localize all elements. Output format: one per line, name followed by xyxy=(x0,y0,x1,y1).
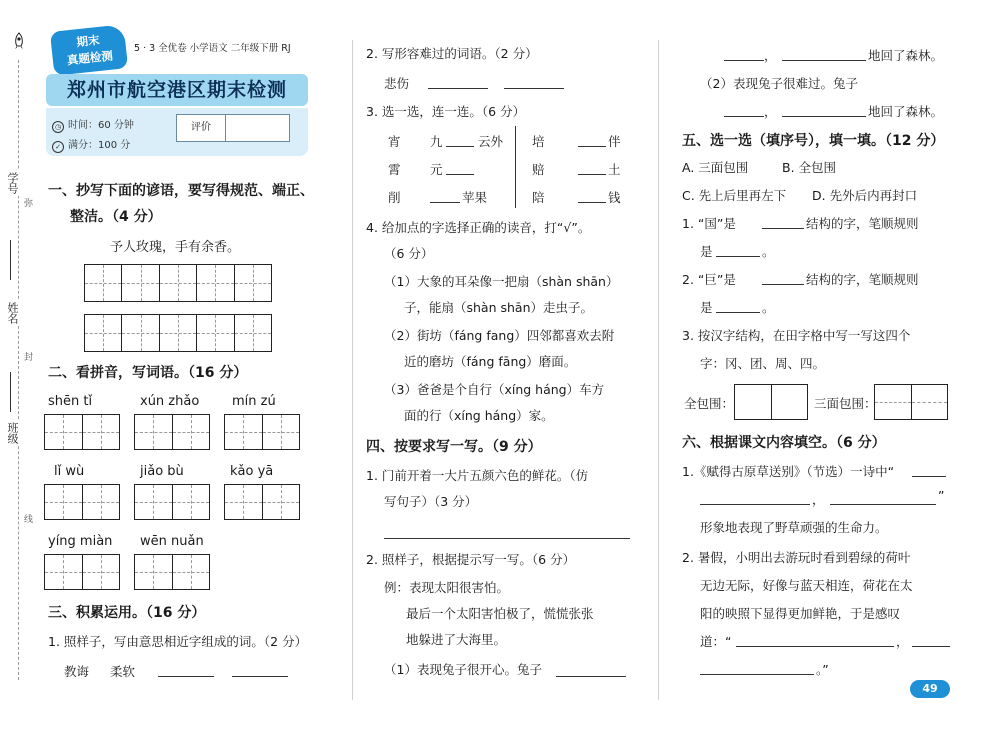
time-text: 时间：60 分钟 xyxy=(68,120,134,131)
reading-item[interactable]: 面的行（xíng háng）家。 xyxy=(404,408,554,423)
question-3-2: 2. 写形容难过的词语。（2 分） xyxy=(366,46,538,61)
match-divider xyxy=(515,126,516,208)
question-6-2-end: 道：“ xyxy=(700,634,732,649)
class-label: 班级 xyxy=(6,422,19,444)
seal-mark: 封 xyxy=(24,350,33,363)
question-5-1-cont: 结构的字，笔顺规则 xyxy=(806,216,919,231)
clock-icon: ◷ xyxy=(52,121,64,133)
section1-heading: 一、抄写下面的谚语，要写得规范、端正、 xyxy=(48,183,314,199)
question-4-1: 1. 门前开着一大片五颜六色的鲜花。（仿 xyxy=(366,468,589,483)
answer-line[interactable] xyxy=(430,202,460,203)
question-5-2: 2. “巨”是 xyxy=(682,272,736,287)
example-word: 悲伤 xyxy=(384,76,410,91)
pinyin-label: xún zhǎo xyxy=(140,394,200,409)
option-a: A. 三面包围 xyxy=(682,160,749,175)
question-3-3: 3. 选一选，连一连。（6 分） xyxy=(366,104,526,119)
exam-badge xyxy=(50,24,128,75)
answer-grid[interactable] xyxy=(224,484,300,520)
score-info xyxy=(52,136,130,153)
box-label-full: 全包围： xyxy=(684,396,735,411)
page-number: 49 xyxy=(910,680,950,698)
option-d: D. 先外后内再封口 xyxy=(812,188,918,203)
pinyin-label: lǐ wù xyxy=(54,464,85,479)
answer-grid[interactable] xyxy=(44,554,120,590)
question-5-3-cont: 字：冈、团、周、四。 xyxy=(700,356,826,371)
close-quote: ” xyxy=(938,488,945,503)
pinyin-label: mín zú xyxy=(232,394,276,409)
section1-heading-cont: 整洁。（4 分） xyxy=(70,209,162,225)
binding-margin xyxy=(0,0,38,741)
match-char: 培 xyxy=(532,134,545,149)
match-char: 九 xyxy=(430,134,443,149)
tianzi-grid[interactable] xyxy=(874,384,948,420)
writing-grid[interactable] xyxy=(84,314,272,352)
column-divider xyxy=(352,40,353,700)
example-sentence: 最后一个太阳害怕极了，慌慌张张 xyxy=(406,606,594,621)
answer-line[interactable] xyxy=(428,88,488,89)
question-3-1: 1. 照样子，写由意思相近字组成的词。（2 分） xyxy=(48,634,308,649)
question-5-1: 1. “国”是 xyxy=(682,216,736,231)
pinyin-label: shēn tǐ xyxy=(48,394,93,409)
question-score: （6 分） xyxy=(384,246,434,261)
reading-item[interactable]: 子，能扇（shàn shān）走虫子。 xyxy=(404,300,594,315)
answer-grid[interactable] xyxy=(44,484,120,520)
comma: ， xyxy=(764,104,777,119)
match-char: 削 xyxy=(388,190,401,205)
question-4-2: 2. 照样子，根据提示写一写。（6 分） xyxy=(366,552,576,567)
question-6-1: 1.《赋得古原草送别》（节选）一诗中“ xyxy=(682,464,895,479)
answer-line[interactable] xyxy=(446,174,474,175)
section5-heading: 五、选一选（填序号），填一填。（12 分） xyxy=(682,133,945,149)
answer-line[interactable] xyxy=(736,646,894,647)
match-char: 陪 xyxy=(532,190,545,205)
pinyin-label: yíng miàn xyxy=(48,534,113,549)
period: 。 xyxy=(762,300,775,315)
badge-line: 期末 xyxy=(75,32,101,50)
example-label: 例：表现太阳很害怕。 xyxy=(384,580,510,595)
header-banner xyxy=(46,26,308,156)
section6-heading: 六、根据课文内容填空。（6 分） xyxy=(682,435,886,451)
question-6-2-cont: 阳的映照下显得更加鲜艳，于是感叹 xyxy=(700,606,901,621)
answer-line[interactable] xyxy=(446,146,474,147)
answer-line[interactable] xyxy=(782,60,866,61)
question-5-2-cont: 结构的字，笔顺规则 xyxy=(806,272,919,287)
match-char: 元 xyxy=(430,162,443,177)
check-icon: ✓ xyxy=(52,141,64,153)
period: 。 xyxy=(762,244,775,259)
comma: ， xyxy=(896,634,909,649)
answer-line[interactable] xyxy=(912,646,950,647)
answer-line[interactable] xyxy=(762,284,804,285)
question-5-3: 3. 按汉字结构，在田字格中写一写这四个 xyxy=(682,328,911,343)
match-char: 宵 xyxy=(388,134,401,149)
question-5-1-end: 是 xyxy=(700,244,713,259)
answer-line[interactable] xyxy=(578,202,606,203)
answer-line[interactable] xyxy=(504,88,564,89)
box-label-three: 三面包围： xyxy=(814,396,877,411)
answer-line[interactable] xyxy=(762,228,804,229)
page-title: 郑州市航空港区期末检测 xyxy=(66,79,287,101)
option-b: B. 全包围 xyxy=(782,160,837,175)
question-4-1-cont: 写句子）（3 分） xyxy=(384,494,478,509)
cut-line xyxy=(18,60,19,680)
series-label: 5 · 3 全优卷 小学语文 二年级下册 RJ xyxy=(134,43,291,54)
prompt-1-end: 地回了森林。 xyxy=(868,48,944,63)
grade-box[interactable] xyxy=(176,114,290,142)
reading-item[interactable]: 近的磨坊（fáng fāng）磨面。 xyxy=(404,354,577,369)
answer-line[interactable] xyxy=(724,116,764,117)
section4-heading: 四、按要求写一写。（9 分） xyxy=(366,439,542,455)
answer-line[interactable] xyxy=(578,174,606,175)
time-info xyxy=(52,116,134,133)
answer-line[interactable] xyxy=(158,676,214,677)
name-label: 姓名 xyxy=(6,302,19,324)
grade-label: 评价 xyxy=(177,115,226,141)
answer-grid[interactable] xyxy=(134,414,210,450)
match-char: 钱 xyxy=(608,190,621,205)
match-char: 赔 xyxy=(532,162,545,177)
prompt-2: （2）表现兔子很难过。兔子 xyxy=(700,76,858,91)
section3-heading: 三、积累运用。（16 分） xyxy=(48,605,206,621)
score-text: 满分：100 分 xyxy=(68,140,131,151)
section2-heading: 二、看拼音，写词语。（16 分） xyxy=(48,365,248,381)
answer-line[interactable] xyxy=(716,256,760,257)
answer-grid[interactable] xyxy=(134,554,210,590)
column-divider xyxy=(658,40,659,700)
fill-line xyxy=(10,240,11,280)
seal-mark: 线 xyxy=(24,512,33,525)
question-3-4: 4. 给加点的字选择正确的读音，打“√”。 xyxy=(366,220,591,235)
answer-line[interactable] xyxy=(232,676,288,677)
match-char: 土 xyxy=(608,162,621,177)
tianzi-grid[interactable] xyxy=(734,384,808,420)
answer-line[interactable] xyxy=(724,60,764,61)
rocket-icon xyxy=(12,32,26,50)
answer-line[interactable] xyxy=(700,674,814,675)
pinyin-label: jiǎo bù xyxy=(140,464,184,479)
answer-line[interactable] xyxy=(782,116,866,117)
question-6-2-cont: 无边无际，好像与蓝天相连，荷花在太 xyxy=(700,578,913,593)
example-sentence: 地躲进了大海里。 xyxy=(406,632,507,647)
answer-line[interactable] xyxy=(830,504,936,505)
match-char: 霄 xyxy=(388,162,401,177)
question-5-2-end: 是 xyxy=(700,300,713,315)
example-word: 教诲 xyxy=(64,664,90,679)
badge-line: 真题检测 xyxy=(66,48,114,68)
match-char: 苹果 xyxy=(462,190,488,205)
seal-mark: 弥 xyxy=(24,196,33,209)
reading-item[interactable]: （3）爸爸是个自行（xíng háng）车方 xyxy=(384,382,605,397)
question-6-1-cont: 形象地表现了野草顽强的生命力。 xyxy=(700,520,888,535)
answer-grid[interactable] xyxy=(224,414,300,450)
answer-grid[interactable] xyxy=(44,414,120,450)
answer-grid[interactable] xyxy=(134,484,210,520)
prompt-1: （1）表现兔子很开心。兔子 xyxy=(384,662,542,677)
reading-item[interactable]: （1）大象的耳朵像一把扇（shàn shān） xyxy=(384,274,619,289)
answer-line[interactable] xyxy=(716,312,760,313)
proverb-text: 予人玫瑰，手有余香。 xyxy=(110,240,241,255)
answer-line[interactable] xyxy=(556,676,626,677)
answer-line[interactable] xyxy=(912,476,946,477)
match-char: 伴 xyxy=(608,134,621,149)
fill-line xyxy=(10,372,11,412)
comma: ， xyxy=(764,48,777,63)
question-6-2: 2. 暑假，小明出去游玩时看到碧绿的荷叶 xyxy=(682,550,911,565)
student-number-label: 学号 xyxy=(6,172,19,194)
reading-item[interactable]: （2）街坊（fáng fang）四邻都喜欢去附 xyxy=(384,328,615,343)
writing-grid[interactable] xyxy=(84,264,272,302)
close-quote: 。” xyxy=(816,662,829,677)
option-c: C. 先上后里再左下 xyxy=(682,188,787,203)
answer-line[interactable] xyxy=(578,146,606,147)
answer-line[interactable] xyxy=(384,538,630,539)
match-char: 云外 xyxy=(478,134,504,149)
comma: ， xyxy=(812,492,825,507)
example-word: 柔软 xyxy=(110,664,136,679)
pinyin-label: wēn nuǎn xyxy=(140,534,204,549)
prompt-2-end: 地回了森林。 xyxy=(868,104,944,119)
pinyin-label: kǎo yā xyxy=(230,464,274,479)
answer-line[interactable] xyxy=(700,504,810,505)
